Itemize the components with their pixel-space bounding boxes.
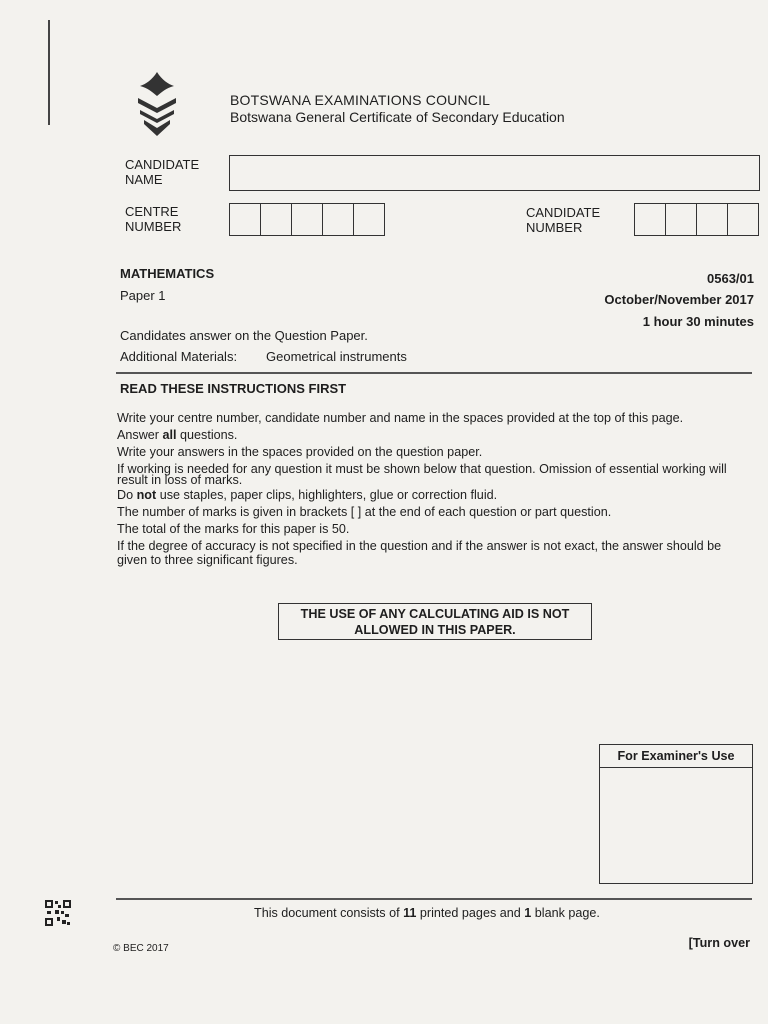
calculator-notice — [278, 603, 592, 640]
notice-line: THE USE OF ANY CALCULATING AID IS NOT — [300, 607, 570, 621]
certificate-title: Botswana General Certificate of Secondary Education — [230, 109, 565, 125]
centre-number-label — [125, 204, 181, 234]
candidate-name-label — [125, 157, 199, 187]
instruction-item: If the degree of accuracy is not specified in the question and if the answer is not exact, the answer should be given to three significant figures. — [117, 539, 722, 567]
section-divider — [116, 372, 752, 374]
label-line: CANDIDATE — [526, 205, 601, 220]
instruction-item: The number of marks is given in brackets [ ] at the end of each question or part question. — [117, 505, 612, 519]
scan-margin-line — [48, 20, 50, 125]
instructions-list — [117, 411, 753, 567]
notice-line: ALLOWED IN THIS PAPER. — [354, 622, 516, 637]
centre-number-field[interactable] — [229, 203, 385, 236]
examiners-use-box — [599, 744, 753, 884]
candidate-number-label — [526, 205, 600, 235]
instruction-item: Write your centre number, candidate number and name in the spaces provided at the top of this page. — [117, 411, 684, 425]
candidate-number-field[interactable] — [634, 203, 759, 236]
copyright-text: © BEC 2017 — [113, 943, 169, 954]
materials-label: Additional Materials: — [120, 349, 238, 364]
instruction-item: Answer all questions. — [117, 428, 238, 442]
instruction-item: If working is needed for any question it must be shown below that question. Omission of essential working will result in loss of marks. — [117, 462, 727, 487]
instruction-item: The total of the marks for this paper is 50. — [117, 522, 350, 536]
label-line: CANDIDATE — [125, 157, 200, 172]
exam-duration: 1 hour 30 minutes — [642, 314, 754, 329]
label-line: NUMBER — [526, 220, 583, 235]
digit-box[interactable] — [292, 204, 323, 235]
subject-title: MATHEMATICS — [120, 266, 215, 281]
paper-number: Paper 1 — [120, 288, 166, 303]
bec-logo — [134, 70, 180, 140]
label-line: CENTRE — [125, 204, 179, 219]
page-count-text: This document consists of 11 printed pages and 1 blank page. — [254, 906, 600, 920]
council-title: BOTSWANA EXAMINATIONS COUNCIL — [230, 92, 491, 108]
digit-box[interactable] — [697, 204, 728, 235]
qr-code-icon — [44, 899, 72, 927]
instructions-heading: READ THESE INSTRUCTIONS FIRST — [120, 381, 347, 396]
digit-box[interactable] — [323, 204, 354, 235]
answer-note: Candidates answer on the Question Paper. — [120, 328, 368, 343]
footer-divider — [116, 898, 752, 900]
candidate-name-field[interactable] — [229, 155, 760, 191]
label-line: NUMBER — [125, 219, 182, 234]
digit-box[interactable] — [666, 204, 697, 235]
label-line: NAME — [125, 172, 163, 187]
digit-box[interactable] — [635, 204, 666, 235]
instruction-item: Do not use staples, paper clips, highlighters, glue or correction fluid. — [117, 488, 498, 502]
turn-over-text: [Turn over — [688, 936, 750, 950]
digit-box[interactable] — [261, 204, 292, 235]
instruction-item: Write your answers in the spaces provided on the question paper. — [117, 445, 483, 459]
examiners-use-title: For Examiner's Use — [600, 745, 752, 768]
exam-session: October/November 2017 — [604, 292, 754, 307]
materials-value: Geometrical instruments — [266, 349, 407, 364]
digit-box[interactable] — [230, 204, 261, 235]
digit-box[interactable] — [354, 204, 384, 235]
digit-box[interactable] — [728, 204, 758, 235]
paper-code: 0563/01 — [707, 271, 754, 286]
